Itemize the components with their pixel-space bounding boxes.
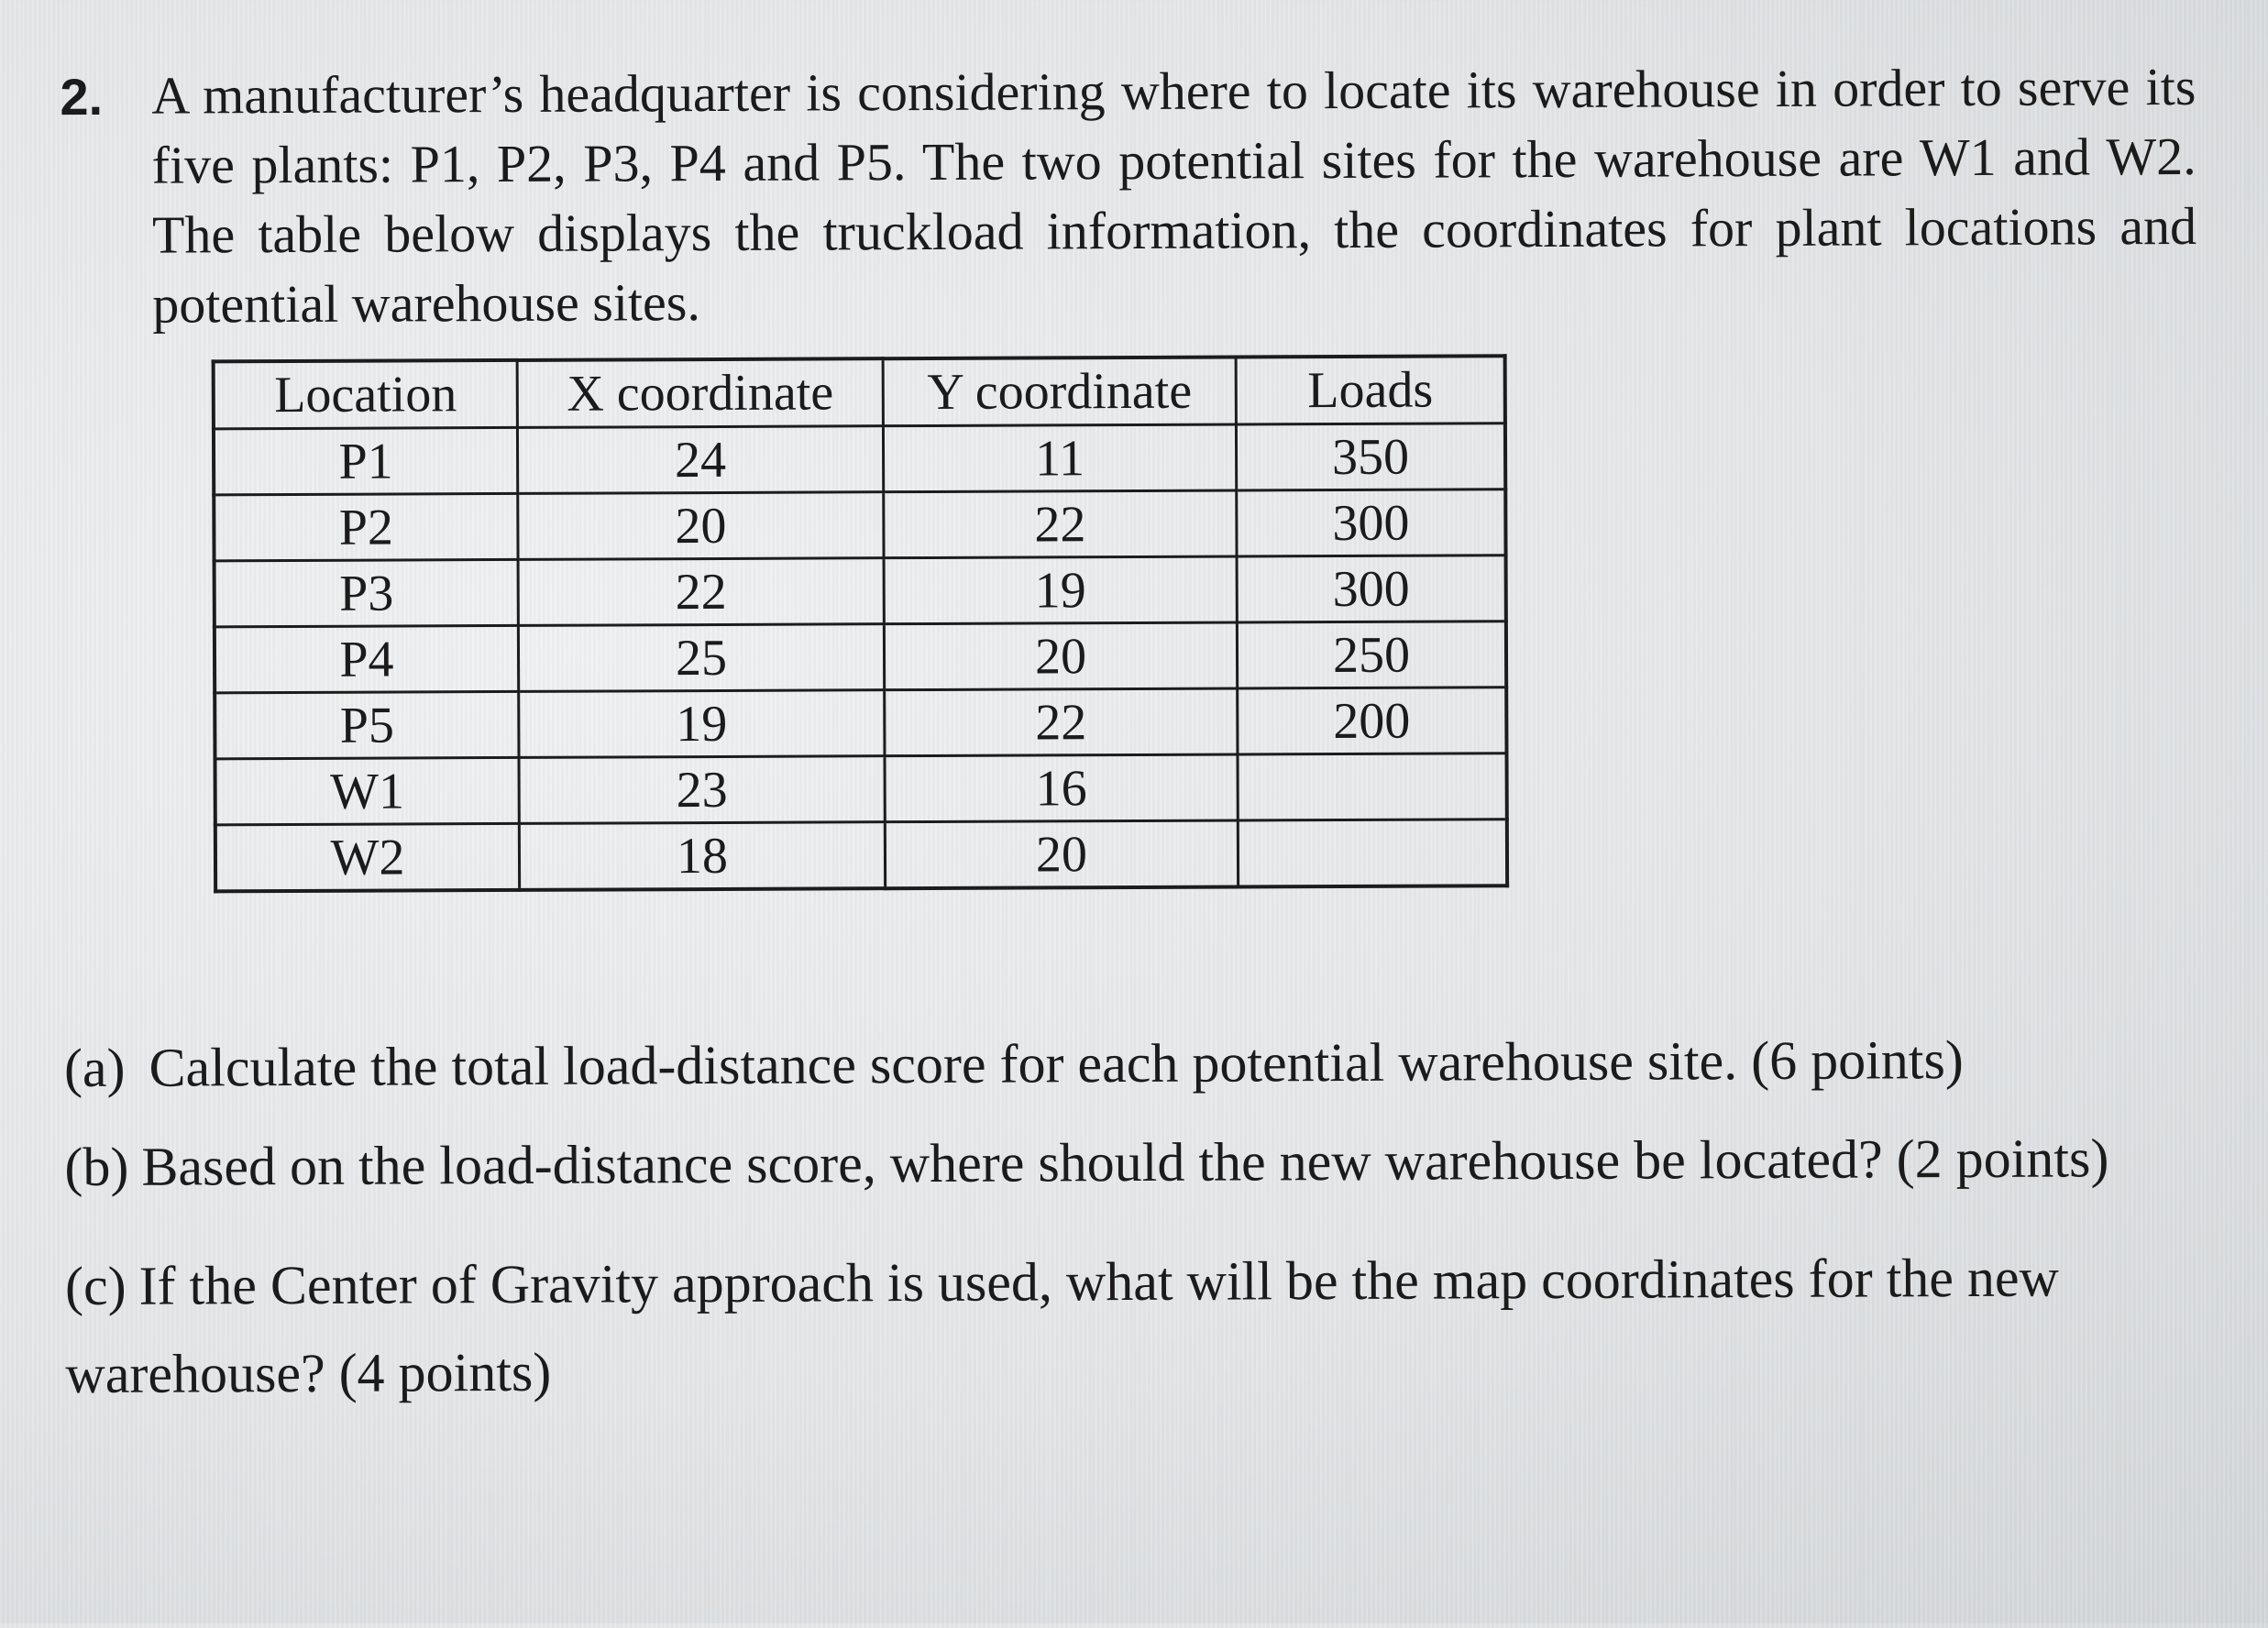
table-row xyxy=(214,490,1505,561)
question-number: 2. xyxy=(60,67,104,126)
subquestion-a-label: (a) xyxy=(63,1037,126,1099)
header-x-coordinate: X coordinate xyxy=(517,358,883,427)
table-row xyxy=(215,820,1507,892)
cell-x: 19 xyxy=(519,690,885,758)
cell-location: P5 xyxy=(215,691,519,758)
cell-loads: 300 xyxy=(1237,490,1506,556)
subquestion-b-label: (b) xyxy=(64,1136,129,1198)
cell-loads: 250 xyxy=(1237,622,1506,688)
subquestion-b-text: Based on the load-distance score, where should the new warehouse be located? (2 points) xyxy=(141,1128,2109,1197)
question-intro: A manufacturer’s headquarter is considering where to locate its warehouse in order to serve its five plants: P1, P2, P3, P4 and P5. The two potential sites for the warehouse are W1 and W2. The table below displays the truckload information, the coordinates for plant locations and potential warehouse sites. xyxy=(151,56,2197,335)
cell-location: W2 xyxy=(215,823,520,891)
table-row xyxy=(214,424,1505,495)
cell-loads: 350 xyxy=(1236,424,1505,490)
data-table-container xyxy=(212,354,1510,893)
cell-loads xyxy=(1238,754,1507,820)
subquestion-a-text: Calculate the total load-distance score for each potential warehouse site. (6 points) xyxy=(149,1029,1964,1098)
table-row xyxy=(215,622,1506,693)
table-row xyxy=(215,688,1506,759)
subquestion-c xyxy=(65,1233,2202,1418)
cell-x: 20 xyxy=(518,492,884,560)
cell-y: 11 xyxy=(883,424,1236,492)
cell-x: 23 xyxy=(519,756,885,824)
table-row xyxy=(215,754,1507,825)
cell-location: W1 xyxy=(215,757,520,824)
table-header-row xyxy=(214,356,1505,429)
cell-x: 18 xyxy=(519,822,885,890)
cell-loads: 200 xyxy=(1238,688,1507,754)
cell-x: 24 xyxy=(517,426,883,494)
cell-x: 25 xyxy=(518,624,884,692)
cell-y: 20 xyxy=(884,622,1237,690)
cell-y: 22 xyxy=(885,688,1238,756)
subquestion-c-text: If the Center of Gravity approach is used, what will be the map coordinates for the new warehouse? (4 points) xyxy=(65,1247,2060,1405)
table-row xyxy=(215,556,1506,627)
cell-y: 16 xyxy=(885,754,1238,822)
subquestion-a xyxy=(64,1015,2200,1112)
cell-location: P2 xyxy=(214,493,518,560)
cell-y: 22 xyxy=(884,490,1237,558)
cell-x: 22 xyxy=(518,558,884,626)
cell-location: P3 xyxy=(215,559,519,626)
subquestion-b xyxy=(64,1114,2200,1211)
cell-location: P4 xyxy=(215,625,519,692)
cell-y: 20 xyxy=(885,820,1238,888)
cell-y: 19 xyxy=(884,556,1237,624)
cell-loads: 300 xyxy=(1237,556,1506,622)
cell-loads xyxy=(1238,820,1507,887)
location-data-table xyxy=(212,354,1510,893)
header-location: Location xyxy=(214,360,518,429)
header-loads: Loads xyxy=(1236,356,1505,424)
header-y-coordinate: Y coordinate xyxy=(883,358,1236,426)
subquestion-c-label: (c) xyxy=(64,1255,127,1317)
cell-location: P1 xyxy=(214,427,518,494)
